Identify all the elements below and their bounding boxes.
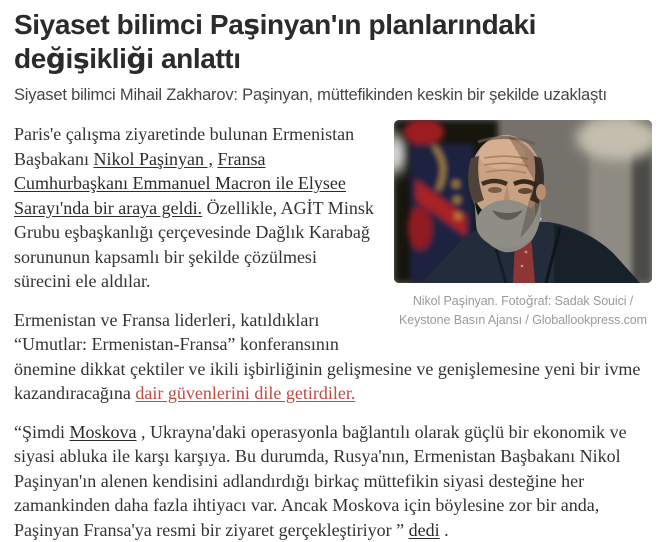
inline-link[interactable]: Nikol Paşinyan ,	[93, 148, 213, 169]
inline-link[interactable]: dedi	[408, 519, 440, 540]
article-title: Siyaset bilimci Paşinyan'ın planlarındaki değişikliği anlattı	[14, 8, 537, 75]
paragraph-text: “Şimdi	[14, 421, 70, 442]
fallback-glyph: ğ	[126, 42, 147, 75]
inline-link-red[interactable]: dair güvenlerini dile getirdiler.	[135, 383, 356, 403]
photo-caption: Nikol Paşinyan. Fotoğraf: Sadak Souici / Keystone Basın Ajansı / Globallookpress.com	[399, 293, 647, 327]
paragraph-text: Paris'e çalışma ziyaretinde bulunan Ermenistan Başbakanı	[14, 124, 355, 169]
article-body	[14, 122, 652, 542]
fallback-glyph: ş	[243, 8, 260, 41]
inline-link[interactable]: Moskova	[69, 421, 137, 442]
article-figure	[394, 120, 652, 330]
paragraph-text: Ermenistan ve Fransa liderleri, katıldıkları “Umutlar: Ermenistan-Fransa” konferansının önemine dikkat çektiler ve ikili işbirliğinin gelişmesine ve genişlemesine yeni bir ivme kazandıracağına	[14, 309, 641, 403]
paragraph-text: , Ukrayna'daki operasyonla bağlantılı olarak güçlü bir ekonomik ve siyasi abluka ile karşı karşıya. Bu durumda, Rusya'nın, Ermenistan Başbakanı Nikol Paşinyan'ın alenen kendisini adlandırdığı birkaç müttefikin siyasi desteğine her zamankinden daha fazla ihtiyacı var. Ancak Moskova için böylesine zor bir anda, Paşinyan Fransa'ya resmi bir ziyaret gerçekleştiriyor ”	[14, 421, 627, 540]
article-photo[interactable]	[394, 120, 652, 283]
paragraph-text: .	[439, 519, 449, 540]
fallback-glyph: ş	[72, 42, 90, 75]
article-subtitle: Siyaset bilimci Mihail Zakharov: Paşinyan, müttefikinden keskin bir şekilde uzaklaştı	[14, 86, 607, 104]
fallback-glyph: ğ	[525, 293, 534, 308]
fallback-glyph: ğ	[45, 42, 66, 75]
fallback-glyph: ş	[458, 293, 466, 308]
pashinyan-portrait-image	[394, 120, 652, 283]
inline-link[interactable]: Fransa Cumhurbaşkanı Emmanuel Macron ile Elysee Sarayı'nda bir araya geldi.	[14, 148, 346, 218]
paragraph-text: Özellikle, AGİT Minsk Grubu eşbaşkanlığı çerçevesinde Dağlık Karabağ sorununun kapsamlı bir şekilde çözülmesi sürecini ele aldılar.	[14, 197, 374, 291]
article-paragraph	[14, 420, 652, 542]
